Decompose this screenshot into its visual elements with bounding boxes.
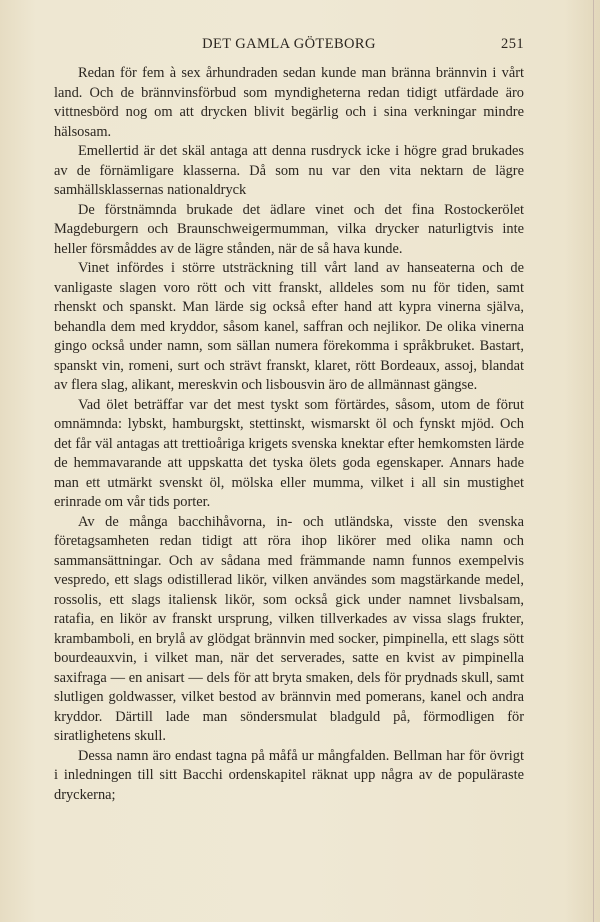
running-header	[54, 36, 524, 56]
paragraph: Vad ölet beträffar var det mest tyskt som förtärdes, såsom, utom de förut omnämnda: lybskt, hamburgskt, stettinskt, wismarskt öl och fynskt mjöd. Och det får väl antagas att trettioåriga krigets svenska knektar efter hemkomsten lärde de hemmavarande att uppskatta det tyska ölets goda egenskaper. Annars hade man ett utmärkt svenskt öl, mölska eller mumma, vilket i all sin mustighet erinrade om vår tids porter.	[54, 396, 524, 510]
paragraph: Redan för fem à sex århundraden sedan kunde man bränna brännvin i vårt land. Och de brännvinsförbud som myndigheterna redan tidigt utfärdade äro vittnesbörd nog om att drycken blivit begärlig och i sina verkningar mindre hälsosam.	[54, 65, 524, 140]
paragraph: Vinet infördes i större utsträckning till vårt land av hanseaterna och de vanligaste slagen voro rött och vitt franskt, alldeles som nu för tiden, samt rhenskt och spanskt. Man lärde sig också efter hand att kypra vinerna själva, behandla dem med kryddor, såsom kanel, saffran och nejlikor. De olika vinerna gingo också under namn, som sällan numera förekomma i språkbruket. Bastart, spanskt vin, romeni, surt och strävt franskt, klaret, rött Bordeaux, assoj, blandat av flera slag, alikant, mereskvin och lisbousvin äro de allmännast gängse.	[54, 260, 524, 393]
body-text	[54, 64, 524, 805]
paragraph: Av de många bacchihåvorna, in- och utländska, visste den svenska företagsamheten redan tidigt att röra ihop likörer med olika namn och sammansättningar. Och av sådana med främmande namn funnos exempelvis vespredo, ett slags odistillerad likör, vilken användes som magstärkande medel, rossolis, ett slags italiensk likör, som också gick under namnet livsbalsam, ratafia, en likör av franskt ursprung, vilken tillverkades av vissa slags frukter, krambamboli, en brylå av glödgat brännvin med socker, pimpinella, ett slags sött bourdeauxvin, i vilket man, när det serverades, satte en kvist av pimpinella saxifraga — en anisart — dels för att bryta smaken, dels för prydnads skull, samt slutligen goldwasser, vilket bestod av brännvin med pomerans, kanel och andra kryddor. Därtill lade man söndersmulat bladguld på, förmodligen för siratlighetens skull.	[54, 513, 524, 744]
page-number: 251	[501, 36, 524, 52]
page-edge-line	[593, 0, 594, 922]
running-title: DET GAMLA GÖTEBORG	[202, 36, 376, 52]
paragraph: Dessa namn äro endast tagna på måfå ur mångfalden. Bellman har för övrigt i inledningen till sitt Bacchi ordenskapitel räknat upp några av de populäraste dryckerna;	[54, 747, 524, 803]
paragraph: Emellertid är det skäl antaga att denna rusdryck icke i högre grad brukades av de förnämligare klasserna. Då som nu var den vita nektarn de lägre samhällsklassernas nationaldryck	[54, 143, 524, 198]
paragraph: De förstnämnda brukade det ädlare vinet och det fina Rostockerölet Magdeburgern och Braunschweigermumman, vilka drycker naturligtvis inte heller försmåddes av de lägre stånden, när de så hava kunde.	[54, 201, 524, 257]
